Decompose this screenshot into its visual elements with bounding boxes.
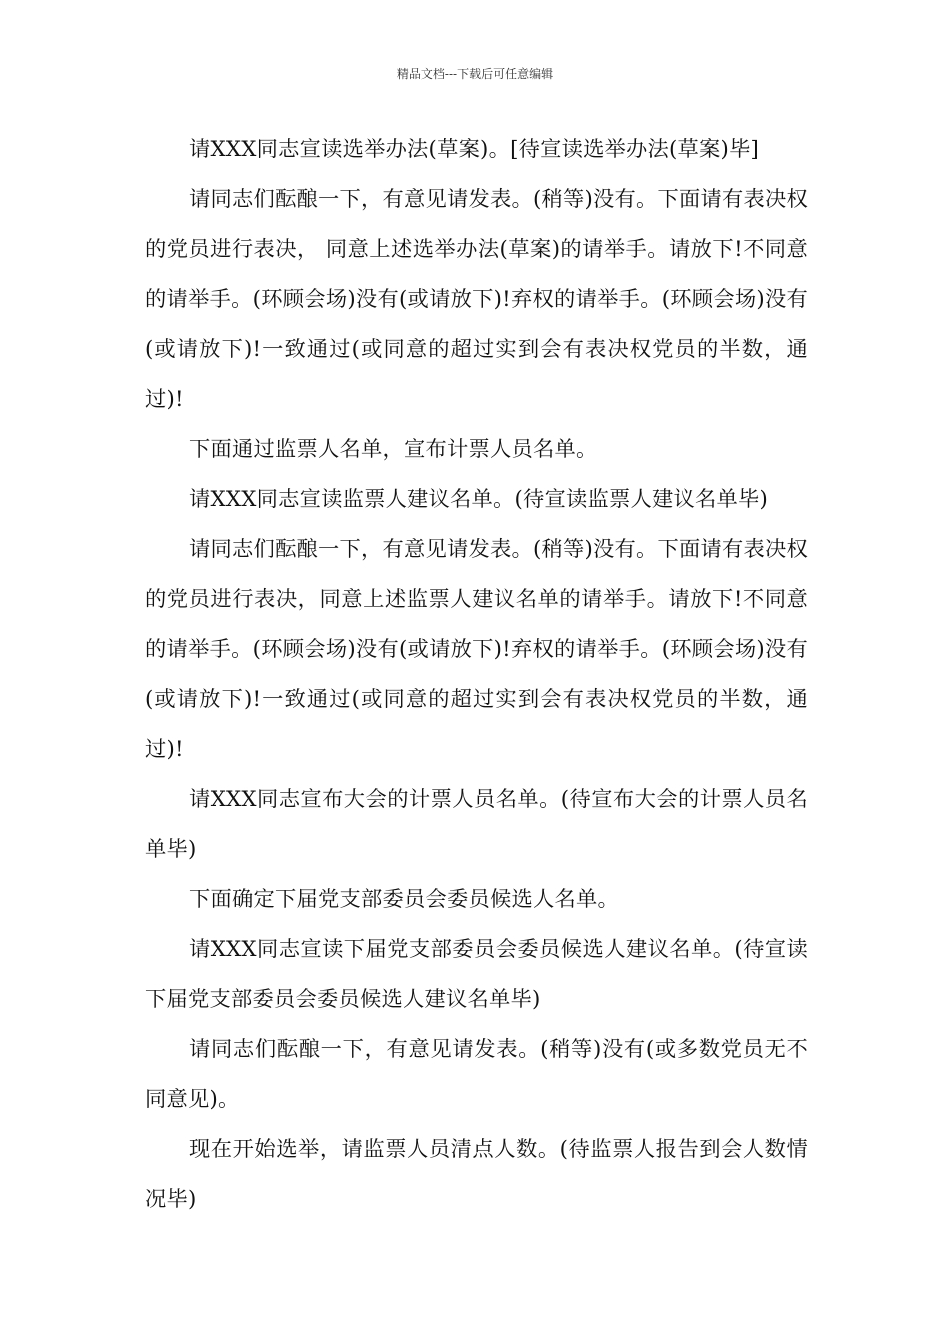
paragraph-8: 请XXX同志宣读下届党支部委员会委员候选人建议名单。(待宣读下届党支部委员会委员候选人建议名单毕) bbox=[145, 937, 808, 1012]
paragraph-10: 现在开始选举，请监票人员清点人数。(待监票人报告到会人数情况毕) bbox=[145, 1137, 808, 1212]
paragraph-4: 请XXX同志宣读监票人建议名单。(待宣读监票人建议名单毕) bbox=[189, 487, 769, 512]
paragraph-6: 请XXX同志宣布大会的计票人员名单。(待宣布大会的计票人员名单毕) bbox=[145, 787, 808, 862]
paragraph-2: 请同志们酝酿一下，有意见请发表。(稍等)没有。下面请有表决权的党员进行表决， 同意上述选举办法(草案)的请举手。请放下!不同意的请举手。(环顾会场)没有(或请放下)!弃权的请举手。(环顾会场)没有(或请放下)!一致通过(或同意的超过实到会有表决权党员的半数，通过)! bbox=[145, 187, 808, 412]
paragraph-5: 请同志们酝酿一下，有意见请发表。(稍等)没有。下面请有表决权的党员进行表决，同意上述监票人建议名单的请举手。请放下!不同意的请举手。(环顾会场)没有(或请放下)!弃权的请举手。(环顾会场)没有(或请放下)!一致通过(或同意的超过实到会有表决权党员的半数，通过)! bbox=[145, 537, 808, 762]
paragraph-1: 请XXX同志宣读选举办法(草案)。[待宣读选举办法(草案)毕] bbox=[189, 137, 760, 162]
document-body bbox=[145, 125, 808, 1225]
page-header: 精品文档---下载后可任意编辑 bbox=[396, 67, 554, 81]
paragraph-3: 下面通过监票人名单，宣布计票人员名单。 bbox=[189, 437, 598, 462]
paragraph-7: 下面确定下届党支部委员会委员候选人名单。 bbox=[189, 887, 619, 912]
paragraph-9: 请同志们酝酿一下，有意见请发表。(稍等)没有(或多数党员无不同意见)。 bbox=[145, 1037, 808, 1112]
